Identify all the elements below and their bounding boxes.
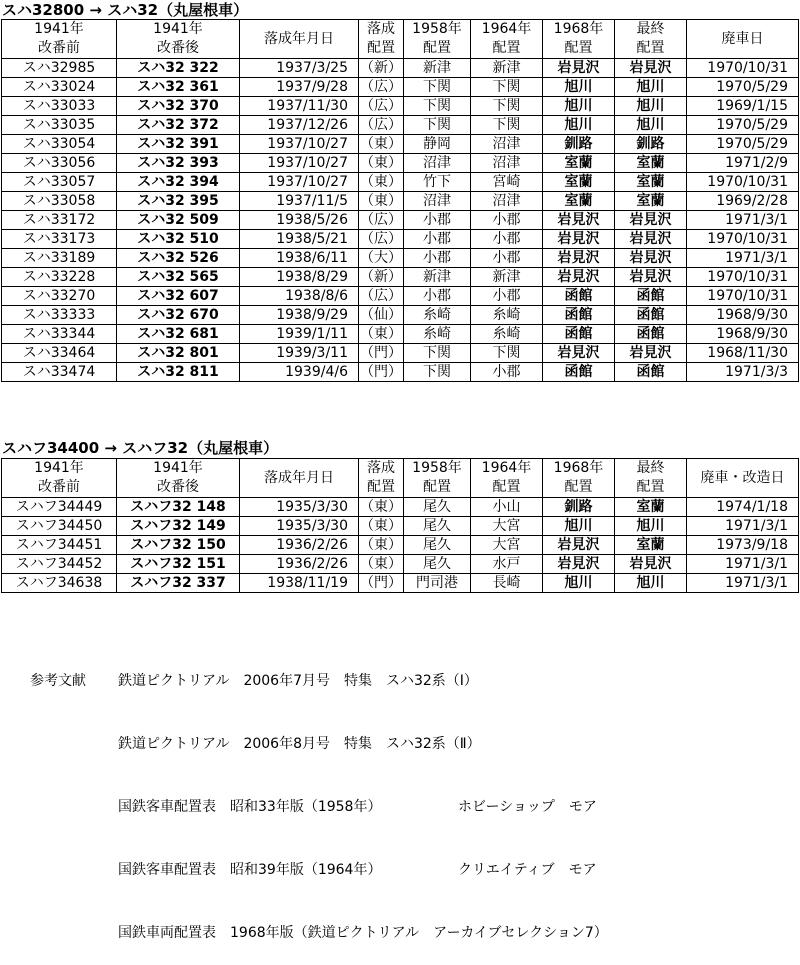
cell-depot-1958: 小郡: [404, 211, 471, 230]
cell-after-number: スハ32 811: [117, 363, 240, 382]
cell-retire-date: 1970/10/31: [687, 287, 799, 306]
cell-retire-date: 1974/1/18: [687, 498, 799, 517]
cell-initial-depot: （東）: [360, 537, 402, 553]
cell-depot-1964: 小郡: [471, 287, 543, 306]
cell-after-number: スハ32 526: [117, 249, 240, 268]
cell-before-number: スハ33173: [2, 230, 117, 249]
cell-before-number: スハ33033: [2, 97, 117, 116]
reference-line: [30, 923, 608, 944]
header-line: 配置: [564, 479, 593, 495]
column-header-after-number: [117, 459, 240, 498]
cell-initial-depot: （東）: [360, 193, 402, 209]
cell-before-number: スハフ34449: [2, 498, 117, 517]
cell-completion-date: 1936/2/26: [240, 536, 359, 555]
cell-before-number: スハフ34450: [2, 517, 117, 536]
cell-depot-1958: 新津: [404, 59, 471, 78]
cell-after-number: スハ32 801: [117, 344, 240, 363]
cell-depot-1964: 水戸: [471, 555, 543, 574]
cell-depot-1968: 旭川: [543, 517, 615, 536]
cell-depot-1964: 沼津: [471, 192, 543, 211]
cell-after-number: スハ32 395: [117, 192, 240, 211]
cell-depot-1968: 室蘭: [543, 192, 615, 211]
table-row: [2, 97, 799, 116]
cell-depot-1964: 新津: [471, 268, 543, 287]
cell-after-number: スハ32 509: [117, 211, 240, 230]
cell-retire-date: 1971/2/9: [687, 154, 799, 173]
cell-retire-date: 1970/10/31: [687, 173, 799, 192]
cell-retire-date: 1968/9/30: [687, 325, 799, 344]
cell-depot-1968: 函館: [543, 306, 615, 325]
cell-depot-1958: 小郡: [404, 287, 471, 306]
cell-final-depot: 旭川: [615, 97, 687, 116]
header-line: 配置: [564, 40, 593, 56]
cell-final-depot: 室蘭: [615, 536, 687, 555]
cell-before-number: スハ33270: [2, 287, 117, 306]
cell-completion-date: 1936/2/26: [240, 555, 359, 574]
reference-publisher: ホビーショップ モア: [458, 799, 597, 815]
table-row: [2, 230, 799, 249]
cell-after-number: スハ32 681: [117, 325, 240, 344]
cell-retire-date: 1970/5/29: [687, 135, 799, 154]
column-header-final-depot: [615, 20, 687, 59]
cell-completion-date: 1939/1/11: [240, 325, 359, 344]
reference-pub: 鉄道ピクトリアル 2006年7月号 特集 スハ32系（Ⅰ）: [118, 673, 478, 689]
cell-depot-1968: 旭川: [543, 574, 615, 593]
reference-publisher: クリエイティブ モア: [458, 862, 597, 878]
header-line: 配置: [423, 479, 451, 495]
cell-after-number: スハ32 322: [117, 59, 240, 78]
cell-depot-1964: 下関: [471, 97, 543, 116]
cell-depot-1964: 宮崎: [471, 173, 543, 192]
header-line: 1964年: [481, 460, 532, 476]
cell-initial-depot: （門）: [360, 575, 402, 591]
table-row: [2, 59, 799, 78]
cell-depot-1968: 岩見沢: [543, 268, 615, 287]
column-header-initial-depot: [359, 20, 404, 59]
cell-initial-depot: （東）: [360, 155, 402, 171]
cell-before-number: スハ33058: [2, 192, 117, 211]
cell-depot-1968: 岩見沢: [543, 59, 615, 78]
cell-completion-date: 1938/5/26: [240, 211, 359, 230]
cell-depot-1968: 旭川: [543, 97, 615, 116]
cell-before-number: スハフ34638: [2, 574, 117, 593]
cell-after-number: スハフ32 148: [117, 498, 240, 517]
cell-completion-date: 1937/11/30: [240, 97, 359, 116]
cell-depot-1968: 岩見沢: [543, 230, 615, 249]
table2: [1, 458, 799, 593]
cell-before-number: スハ33057: [2, 173, 117, 192]
cell-depot-1964: 沼津: [471, 135, 543, 154]
cell-before-number: スハ33474: [2, 363, 117, 382]
cell-depot-1958: 糸崎: [404, 306, 471, 325]
header-line: 廃車日: [721, 30, 764, 47]
cell-retire-date: 1971/3/1: [687, 249, 799, 268]
cell-retire-date: 1969/2/28: [687, 192, 799, 211]
cell-depot-1968: 函館: [543, 325, 615, 344]
cell-final-depot: 岩見沢: [615, 555, 687, 574]
header-line: 1941年: [153, 21, 203, 37]
cell-final-depot: 釧路: [615, 135, 687, 154]
cell-retire-date: 1971/3/1: [687, 555, 799, 574]
cell-before-number: スハ33056: [2, 154, 117, 173]
header-line: 1968年: [553, 460, 604, 476]
cell-final-depot: 岩見沢: [615, 211, 687, 230]
column-header-depot-1958: [404, 20, 471, 59]
cell-depot-1968: 岩見沢: [543, 211, 615, 230]
header-line: 廃車・改造日: [700, 469, 785, 486]
cell-retire-date: 1970/5/29: [687, 78, 799, 97]
header-line: 改番前: [38, 479, 80, 495]
cell-initial-depot: （東）: [360, 499, 402, 515]
cell-depot-1964: 長崎: [471, 574, 543, 593]
cell-depot-1958: 小郡: [404, 249, 471, 268]
table-row: [2, 268, 799, 287]
cell-depot-1964: 下関: [471, 116, 543, 135]
references-label: 参考文献: [30, 673, 86, 689]
cell-final-depot: 旭川: [615, 78, 687, 97]
cell-initial-depot: （新）: [360, 60, 402, 76]
table-row: [2, 536, 799, 555]
column-header-initial-depot: [359, 459, 404, 498]
table1: [1, 19, 799, 382]
cell-depot-1958: 新津: [404, 268, 471, 287]
column-header-final-depot: [615, 459, 687, 498]
cell-final-depot: 岩見沢: [615, 344, 687, 363]
cell-completion-date: 1937/10/27: [240, 154, 359, 173]
header-line: 配置: [492, 479, 521, 495]
cell-initial-depot: （広）: [360, 79, 402, 95]
cell-depot-1968: 室蘭: [543, 154, 615, 173]
cell-after-number: スハフ32 151: [117, 555, 240, 574]
cell-initial-depot: （広）: [360, 98, 402, 114]
header-line: 最終: [636, 460, 665, 476]
table-row: [2, 344, 799, 363]
cell-final-depot: 岩見沢: [615, 59, 687, 78]
cell-after-number: スハ32 393: [117, 154, 240, 173]
cell-completion-date: 1937/12/26: [240, 116, 359, 135]
header-line: 最終: [636, 21, 665, 37]
cell-depot-1958: 小郡: [404, 230, 471, 249]
cell-depot-1958: 尾久: [404, 498, 471, 517]
references: [30, 629, 608, 965]
column-header-depot-1964: [471, 459, 543, 498]
header-line: 1958年: [412, 21, 462, 37]
cell-retire-date: 1968/11/30: [687, 344, 799, 363]
header-line: 落成: [367, 460, 395, 476]
cell-depot-1968: 函館: [543, 287, 615, 306]
cell-before-number: スハ33172: [2, 211, 117, 230]
header-line: 1941年: [34, 460, 84, 476]
cell-initial-depot: （門）: [360, 345, 402, 361]
cell-final-depot: 旭川: [615, 517, 687, 536]
cell-initial-depot: （大）: [360, 250, 402, 266]
cell-depot-1964: 小山: [471, 498, 543, 517]
cell-depot-1968: 室蘭: [543, 173, 615, 192]
cell-completion-date: 1935/3/30: [240, 498, 359, 517]
cell-completion-date: 1938/5/21: [240, 230, 359, 249]
cell-depot-1968: 岩見沢: [543, 344, 615, 363]
reference-line: [30, 734, 608, 755]
cell-depot-1958: 下関: [404, 344, 471, 363]
table-row: [2, 135, 799, 154]
cell-depot-1964: 下関: [471, 78, 543, 97]
cell-depot-1968: 釧路: [543, 498, 615, 517]
table-row: [2, 363, 799, 382]
cell-depot-1958: 尾久: [404, 555, 471, 574]
cell-final-depot: 岩見沢: [615, 230, 687, 249]
column-header-before-number: [2, 20, 117, 59]
header-line: 配置: [367, 479, 395, 495]
reference-pub: 鉄道ピクトリアル 2006年8月号 特集 スハ32系（Ⅱ）: [118, 736, 481, 752]
header-line: 改番前: [38, 40, 80, 56]
cell-depot-1964: 下関: [471, 344, 543, 363]
header-line: 改番後: [157, 40, 199, 56]
column-header-depot-1958: [404, 459, 471, 498]
table-row: [2, 306, 799, 325]
cell-after-number: スハ32 391: [117, 135, 240, 154]
cell-final-depot: 岩見沢: [615, 268, 687, 287]
cell-final-depot: 函館: [615, 287, 687, 306]
cell-retire-date: 1970/10/31: [687, 59, 799, 78]
table-row: [2, 154, 799, 173]
table-row: [2, 211, 799, 230]
header-line: 1958年: [412, 460, 462, 476]
header-line: 1964年: [481, 21, 532, 37]
cell-depot-1964: 大宮: [471, 536, 543, 555]
reference-pub: 国鉄客車配置表 昭和39年版（1964年）: [118, 862, 382, 878]
table-row: [2, 517, 799, 536]
cell-initial-depot: （東）: [360, 174, 402, 190]
cell-final-depot: 室蘭: [615, 173, 687, 192]
table-row: [2, 498, 799, 517]
table-row: [2, 325, 799, 344]
cell-initial-depot: （東）: [360, 136, 402, 152]
table-row: [2, 192, 799, 211]
cell-depot-1958: 静岡: [404, 135, 471, 154]
header-line: 配置: [636, 40, 665, 56]
column-header-depot-1968: [543, 459, 615, 498]
cell-after-number: スハ32 361: [117, 78, 240, 97]
cell-before-number: スハ33344: [2, 325, 117, 344]
cell-initial-depot: （仙）: [360, 307, 402, 323]
cell-retire-date: 1971/3/1: [687, 211, 799, 230]
cell-depot-1958: 竹下: [404, 173, 471, 192]
cell-final-depot: 函館: [615, 306, 687, 325]
table2-title: スハフ34400 → スハフ32（丸屋根車）: [2, 439, 279, 457]
cell-completion-date: 1939/3/11: [240, 344, 359, 363]
cell-after-number: スハ32 394: [117, 173, 240, 192]
cell-retire-date: 1973/9/18: [687, 536, 799, 555]
cell-completion-date: 1938/9/29: [240, 306, 359, 325]
table1-title: スハ32800 → スハ32（丸屋根車）: [2, 1, 249, 19]
cell-depot-1964: 小郡: [471, 363, 543, 382]
table-row: [2, 78, 799, 97]
cell-depot-1964: 大宮: [471, 517, 543, 536]
cell-retire-date: 1968/9/30: [687, 306, 799, 325]
cell-depot-1964: 小郡: [471, 249, 543, 268]
cell-before-number: スハ33228: [2, 268, 117, 287]
cell-depot-1958: 下関: [404, 116, 471, 135]
cell-depot-1958: 下関: [404, 363, 471, 382]
column-header-retire-date: [687, 20, 799, 59]
cell-after-number: スハフ32 149: [117, 517, 240, 536]
cell-initial-depot: （門）: [360, 364, 402, 380]
header-line: 配置: [423, 40, 451, 56]
cell-depot-1958: 下関: [404, 78, 471, 97]
header-line: 落成年月日: [264, 469, 334, 486]
cell-depot-1968: 岩見沢: [543, 536, 615, 555]
column-header-retire-date: [687, 459, 799, 498]
cell-retire-date: 1971/3/1: [687, 574, 799, 593]
cell-final-depot: 函館: [615, 325, 687, 344]
header-line: 1968年: [553, 21, 604, 37]
reference-pub: 国鉄車両配置表 1968年版（鉄道ピクトリアル アーカイブセレクション7）: [118, 925, 608, 941]
header-line: 落成: [367, 21, 395, 37]
cell-completion-date: 1937/10/27: [240, 135, 359, 154]
column-header-depot-1964: [471, 20, 543, 59]
cell-final-depot: 旭川: [615, 574, 687, 593]
cell-completion-date: 1937/9/28: [240, 78, 359, 97]
cell-depot-1958: 下関: [404, 97, 471, 116]
reference-line: [30, 671, 608, 692]
cell-completion-date: 1937/11/5: [240, 192, 359, 211]
table-row: [2, 574, 799, 593]
header-line: 配置: [367, 40, 395, 56]
cell-retire-date: 1969/1/15: [687, 97, 799, 116]
cell-before-number: スハ33024: [2, 78, 117, 97]
column-header-depot-1968: [543, 20, 615, 59]
table-row: [2, 173, 799, 192]
cell-after-number: スハ32 607: [117, 287, 240, 306]
table-row: [2, 555, 799, 574]
cell-completion-date: 1938/11/19: [240, 574, 359, 593]
table-row: [2, 249, 799, 268]
column-header-completion-date: [240, 20, 359, 59]
cell-depot-1964: 新津: [471, 59, 543, 78]
cell-depot-1964: 沼津: [471, 154, 543, 173]
cell-retire-date: 1970/10/31: [687, 268, 799, 287]
cell-before-number: スハ33054: [2, 135, 117, 154]
cell-final-depot: 室蘭: [615, 192, 687, 211]
cell-completion-date: 1939/4/6: [240, 363, 359, 382]
header-line: 落成年月日: [264, 30, 334, 47]
cell-completion-date: 1937/3/25: [240, 59, 359, 78]
cell-final-depot: 室蘭: [615, 498, 687, 517]
cell-final-depot: 室蘭: [615, 154, 687, 173]
cell-retire-date: 1970/10/31: [687, 230, 799, 249]
reference-line: [30, 860, 608, 881]
cell-initial-depot: （東）: [360, 326, 402, 342]
cell-after-number: スハ32 670: [117, 306, 240, 325]
cell-before-number: スハフ34452: [2, 555, 117, 574]
cell-depot-1964: 小郡: [471, 211, 543, 230]
cell-completion-date: 1937/10/27: [240, 173, 359, 192]
cell-depot-1958: 沼津: [404, 192, 471, 211]
cell-retire-date: 1970/5/29: [687, 116, 799, 135]
header-line: 配置: [492, 40, 521, 56]
cell-initial-depot: （新）: [360, 269, 402, 285]
table-row: [2, 287, 799, 306]
cell-depot-1968: 釧路: [543, 135, 615, 154]
cell-initial-depot: （広）: [360, 212, 402, 228]
cell-before-number: スハ33464: [2, 344, 117, 363]
cell-after-number: スハフ32 337: [117, 574, 240, 593]
cell-before-number: スハ33035: [2, 116, 117, 135]
header-line: 改番後: [157, 479, 199, 495]
cell-depot-1964: 糸崎: [471, 325, 543, 344]
cell-before-number: スハ32985: [2, 59, 117, 78]
header-line: 1941年: [34, 21, 84, 37]
cell-depot-1968: 岩見沢: [543, 555, 615, 574]
cell-depot-1968: 岩見沢: [543, 249, 615, 268]
reference-pub: 国鉄客車配置表 昭和33年版（1958年）: [118, 799, 382, 815]
cell-before-number: スハフ34451: [2, 536, 117, 555]
cell-after-number: スハフ32 150: [117, 536, 240, 555]
reference-line: [30, 797, 608, 818]
cell-depot-1958: 糸崎: [404, 325, 471, 344]
cell-initial-depot: （広）: [360, 288, 402, 304]
cell-before-number: スハ33189: [2, 249, 117, 268]
cell-initial-depot: （広）: [360, 117, 402, 133]
cell-initial-depot: （東）: [360, 556, 402, 572]
cell-depot-1968: 旭川: [543, 116, 615, 135]
header-line: 1941年: [153, 460, 203, 476]
header-line: 配置: [636, 479, 665, 495]
cell-final-depot: 岩見沢: [615, 249, 687, 268]
cell-depot-1964: 糸崎: [471, 306, 543, 325]
column-header-before-number: [2, 459, 117, 498]
cell-before-number: スハ33333: [2, 306, 117, 325]
cell-depot-1964: 小郡: [471, 230, 543, 249]
cell-completion-date: 1938/8/29: [240, 268, 359, 287]
cell-initial-depot: （広）: [360, 231, 402, 247]
cell-after-number: スハ32 565: [117, 268, 240, 287]
cell-depot-1968: 函館: [543, 363, 615, 382]
cell-retire-date: 1971/3/3: [687, 363, 799, 382]
cell-after-number: スハ32 370: [117, 97, 240, 116]
cell-final-depot: 函館: [615, 363, 687, 382]
cell-after-number: スハ32 372: [117, 116, 240, 135]
column-header-completion-date: [240, 459, 359, 498]
cell-after-number: スハ32 510: [117, 230, 240, 249]
cell-depot-1958: 門司港: [404, 574, 471, 593]
cell-initial-depot: （東）: [360, 518, 402, 534]
cell-retire-date: 1971/3/1: [687, 517, 799, 536]
cell-final-depot: 旭川: [615, 116, 687, 135]
cell-completion-date: 1935/3/30: [240, 517, 359, 536]
cell-depot-1958: 尾久: [404, 517, 471, 536]
cell-depot-1958: 沼津: [404, 154, 471, 173]
cell-completion-date: 1938/6/11: [240, 249, 359, 268]
cell-completion-date: 1938/8/6: [240, 287, 359, 306]
table-row: [2, 116, 799, 135]
cell-depot-1958: 尾久: [404, 536, 471, 555]
column-header-after-number: [117, 20, 240, 59]
cell-depot-1968: 旭川: [543, 78, 615, 97]
